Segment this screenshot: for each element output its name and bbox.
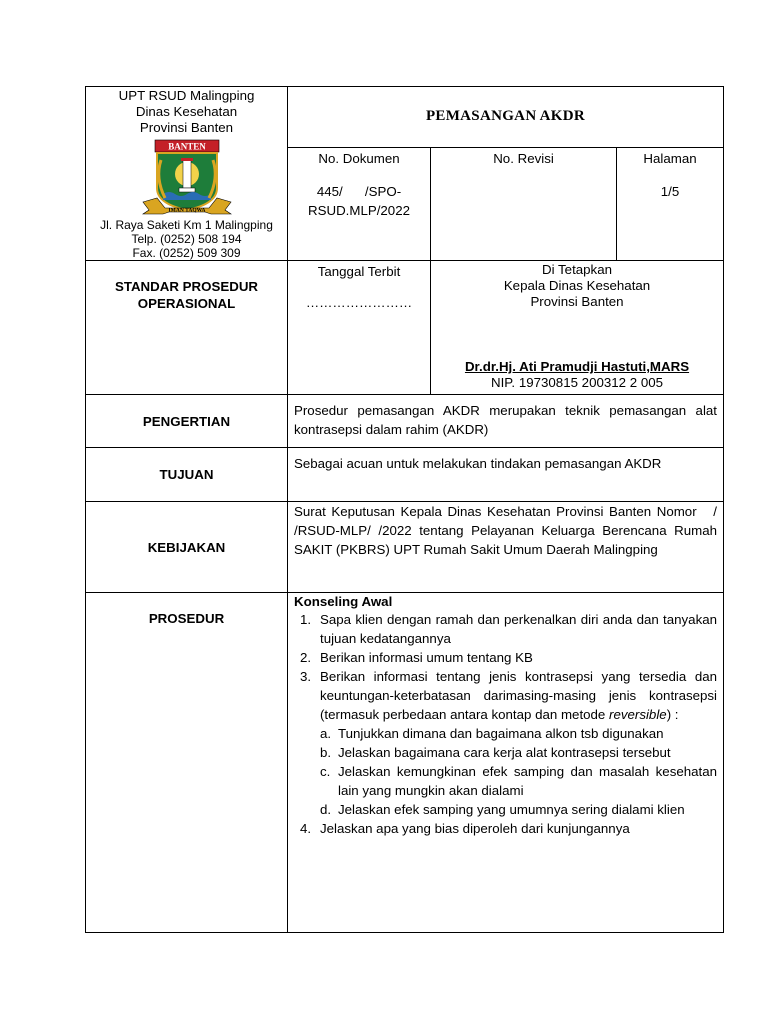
address-street: Jl. Raya Saketi Km 1 Malingping [100, 218, 273, 232]
approval-cell [431, 261, 724, 395]
list-item: 1. Sapa klien dengan ramah dan perkenalkan diri anda dan tanyakan tujuan kedatangannya [300, 612, 718, 646]
doc-number-value-line1: 445/ /SPO- [316, 183, 402, 199]
signer-nip: NIP. 19730815 200312 2 005 [490, 375, 664, 390]
sop-document [85, 86, 729, 933]
issue-date-value: …………………… [305, 295, 413, 310]
approval-line2: Kepala Dinas Kesehatan [503, 278, 651, 293]
doc-number-value-line2: RSUD.MLP/2022 [308, 202, 410, 218]
prosedur-heading: Konseling Awal [294, 594, 393, 609]
document-title: PEMASANGAN AKDR [288, 87, 724, 148]
org-department: Dinas Kesehatan [135, 104, 238, 119]
banten-emblem-icon [135, 138, 239, 216]
prosedur-steps [294, 610, 717, 838]
page-label: Halaman [643, 150, 697, 166]
approval-line3: Provinsi Banten [530, 294, 624, 309]
kebijakan-label: KEBIJAKAN [86, 502, 288, 593]
list-item: 4. Jelaskan apa yang bias diperoleh dari kunjungannya [300, 821, 630, 836]
list-item: b. Jelaskan bagaimana cara kerja alat kontrasepsi tersebut [320, 745, 671, 760]
approval-line1: Di Tetapkan [542, 262, 612, 277]
prosedur-substeps [320, 724, 717, 819]
svg-text:BANTEN: BANTEN [167, 141, 206, 152]
doc-number-label: No. Dokumen [318, 150, 400, 166]
tujuan-label: TUJUAN [86, 448, 288, 502]
pengertian-text: Prosedur pemasangan AKDR merupakan teknik pemasangan alat kontrasepsi dalam rahim (AKDR) [288, 395, 724, 448]
sop-label-line1: STANDAR PROSEDUR [114, 279, 259, 294]
sop-table [85, 86, 729, 933]
revision-label: No. Revisi [493, 150, 554, 166]
address-fax: Fax. (0252) 509 309 [132, 246, 241, 260]
header-org-cell [86, 87, 288, 261]
prosedur-label: PROSEDUR [86, 593, 288, 933]
sop-label-cell [86, 261, 288, 395]
kebijakan-text: Surat Keputusan Kepala Dinas Kesehatan Provinsi Banten Nomor / /RSUD-MLP/ /2022 tentang Pelayanan Keluarga Berencana Rumah SAKIT (PKBRS) UPT Rumah Sakit Umum Daerah Malingping [288, 502, 724, 593]
prosedur-content [288, 593, 724, 933]
issue-date-label: Tanggal Terbit [317, 264, 401, 279]
banten-logo [92, 138, 281, 216]
list-item: 2. Berikan informasi umum tentang KB [300, 650, 533, 665]
address-phone: Telp. (0252) 508 194 [131, 232, 242, 246]
svg-text:IMAN TAQWA: IMAN TAQWA [168, 207, 205, 214]
signer-name: Dr.dr.Hj. Ati Pramudji Hastuti,MARS [464, 359, 690, 374]
list-item: d. Jelaskan efek samping yang umumnya sering dialami klien [320, 802, 685, 817]
list-item: c. Jelaskan kemungkinan efek samping dan masalah kesehatan lain yang mungkin akan dialami [320, 764, 718, 798]
page-cell [617, 147, 724, 260]
list-item: 3. Berikan informasi tentang jenis kontrasepsi yang tersedia dan keuntungan-keterbatasan darimasing-masing jenis kontrasepsi (termasuk perbedaan antara kontap dan metode reversible) : a. Tunjukkan dimana dan bagaimana alkon tsb digunakan b. Jelaskan bagaimana cara kerja alat kontrasepsi tersebut c. Jelaskan kemungkinan efek samping dan masalah kesehatan lain yang mungkin akan dialami d. Jelaskan efek samping yang umumnya sering dialami klien [300, 669, 718, 817]
page-value: 1/5 [660, 183, 680, 199]
org-name: UPT RSUD Malingping [118, 88, 255, 103]
pengertian-label: PENGERTIAN [86, 395, 288, 448]
sop-label-line2: OPERASIONAL [137, 296, 236, 311]
tujuan-text: Sebagai acuan untuk melakukan tindakan pemasangan AKDR [288, 448, 724, 502]
org-province: Provinsi Banten [139, 120, 234, 135]
doc-number-cell [288, 147, 431, 260]
revision-cell [431, 147, 617, 260]
issue-date-cell [288, 261, 431, 395]
list-item: a. Tunjukkan dimana dan bagaimana alkon tsb digunakan [320, 726, 664, 741]
